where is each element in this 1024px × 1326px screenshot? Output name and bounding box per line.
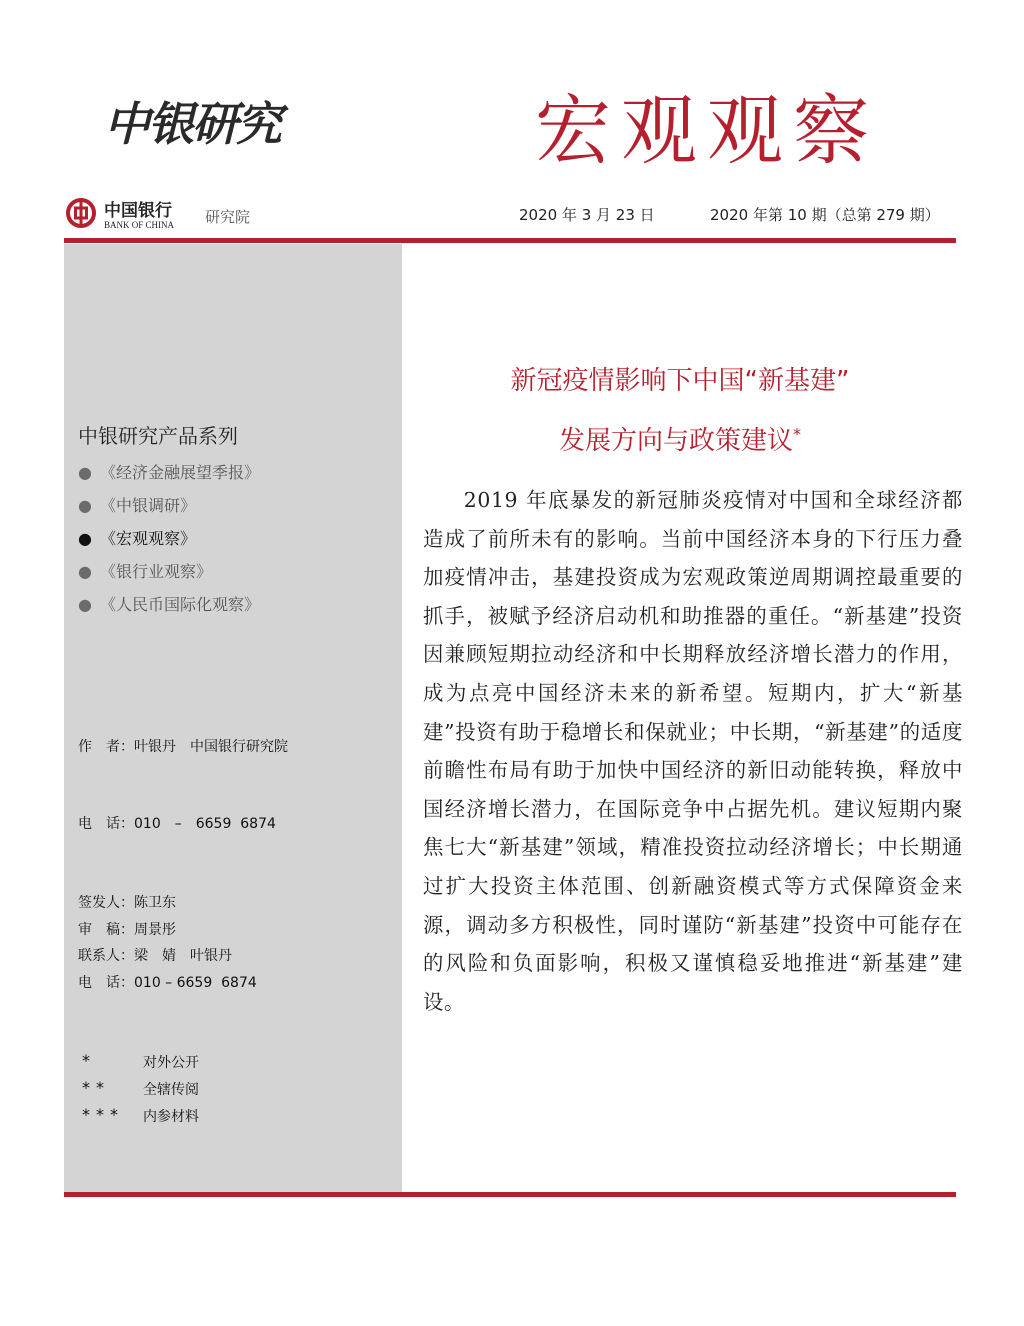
distribution-mark: *** — [82, 1105, 124, 1124]
series-item-active[interactable] — [78, 526, 196, 549]
series-item[interactable] — [78, 559, 212, 582]
distribution-label: 对外公开 — [143, 1055, 199, 1071]
bullet-icon: ● — [78, 463, 92, 482]
bullet-icon: ● — [78, 562, 92, 581]
series-item[interactable] — [78, 592, 260, 615]
series-item-label: 《人民币国际化观察》 — [99, 595, 260, 614]
article-title-line-2 — [404, 420, 956, 457]
phone-line: 电 话：010 – 6659 6874 — [78, 816, 276, 832]
series-heading: 中银研究产品系列 — [78, 424, 238, 448]
issue-date: 2020 年 3 月 23 日 — [519, 206, 655, 224]
series-item-label: 《经济金融展望季报》 — [99, 463, 260, 482]
article-title-text: 发展方向与政策建议 — [558, 426, 793, 456]
reviewer-line: 审 稿：周景彤 — [78, 922, 176, 938]
report-series-title: 宏观观察 — [535, 86, 879, 175]
bullet-icon: ● — [78, 529, 92, 548]
signer-line: 签发人：陈卫东 — [78, 895, 176, 911]
series-item-label: 《中银调研》 — [99, 496, 196, 515]
author-line: 作 者：叶银丹 中国银行研究院 — [78, 739, 288, 755]
distribution-mark: * — [82, 1051, 96, 1070]
article-title-line-1: 新冠疫情影响下中国“新基建” — [510, 366, 850, 396]
bank-of-china-logo-icon — [66, 198, 96, 228]
brand-calligraphy-logo: 中银研究 — [104, 97, 280, 151]
series-item-label: 《宏观观察》 — [99, 529, 196, 548]
distribution-label: 全辖传阅 — [143, 1082, 199, 1098]
sidebar-panel — [64, 244, 402, 1192]
contact-phone-line: 电 话：010 – 6659 6874 — [78, 975, 257, 991]
institute-label: 研究院 — [205, 208, 251, 226]
distribution-mark: ** — [82, 1078, 110, 1097]
title-footnote-mark: * — [793, 424, 801, 444]
series-item[interactable] — [78, 460, 260, 483]
issue-number: 2020 年第 10 期（总第 279 期） — [710, 206, 940, 224]
bank-name-en: BANK OF CHINA — [104, 220, 175, 230]
bullet-icon: ● — [78, 595, 92, 614]
series-item[interactable] — [78, 493, 196, 516]
article-body: 2019 年底暴发的新冠肺炎疫情对中国和全球经济都造成了前所未有的影响。当前中国经济本身的下行压力叠加疫情冲击，基建投资成为宏观政策逆周期调控最重要的抓手，被赋予经济启动机和助推器的重任。“新基建”投资因兼顾短期拉动经济和中长期释放经济增长潜力的作用，成为点亮中国经济未来的新希望。短期内，扩大“新基建”投资有助于稳增长和保就业；中长期，“新基建”的适度前瞻性布局有助于加快中国经济的新旧动能转换，释放中国经济增长潜力，在国际竞争中占据先机。建议短期内聚焦七大“新基建”领域，精准投资拉动经济增长；中长期通过扩大投资主体范围、创新融资模式等方式保障资金来源，调动多方积极性，同时谨防“新基建”投资中可能存在的风险和负面影响，积极又谨慎稳妥地推进“新基建”建设。 — [423, 488, 963, 1014]
distribution-label: 内参材料 — [143, 1109, 199, 1125]
bullet-icon: ● — [78, 496, 92, 515]
contacts-line: 联系人：梁 婧 叶银丹 — [78, 948, 232, 964]
footer-divider — [64, 1192, 956, 1197]
bank-name-cn: 中国银行 — [104, 201, 172, 221]
header-divider — [64, 238, 956, 243]
series-item-label: 《银行业观察》 — [99, 562, 212, 581]
